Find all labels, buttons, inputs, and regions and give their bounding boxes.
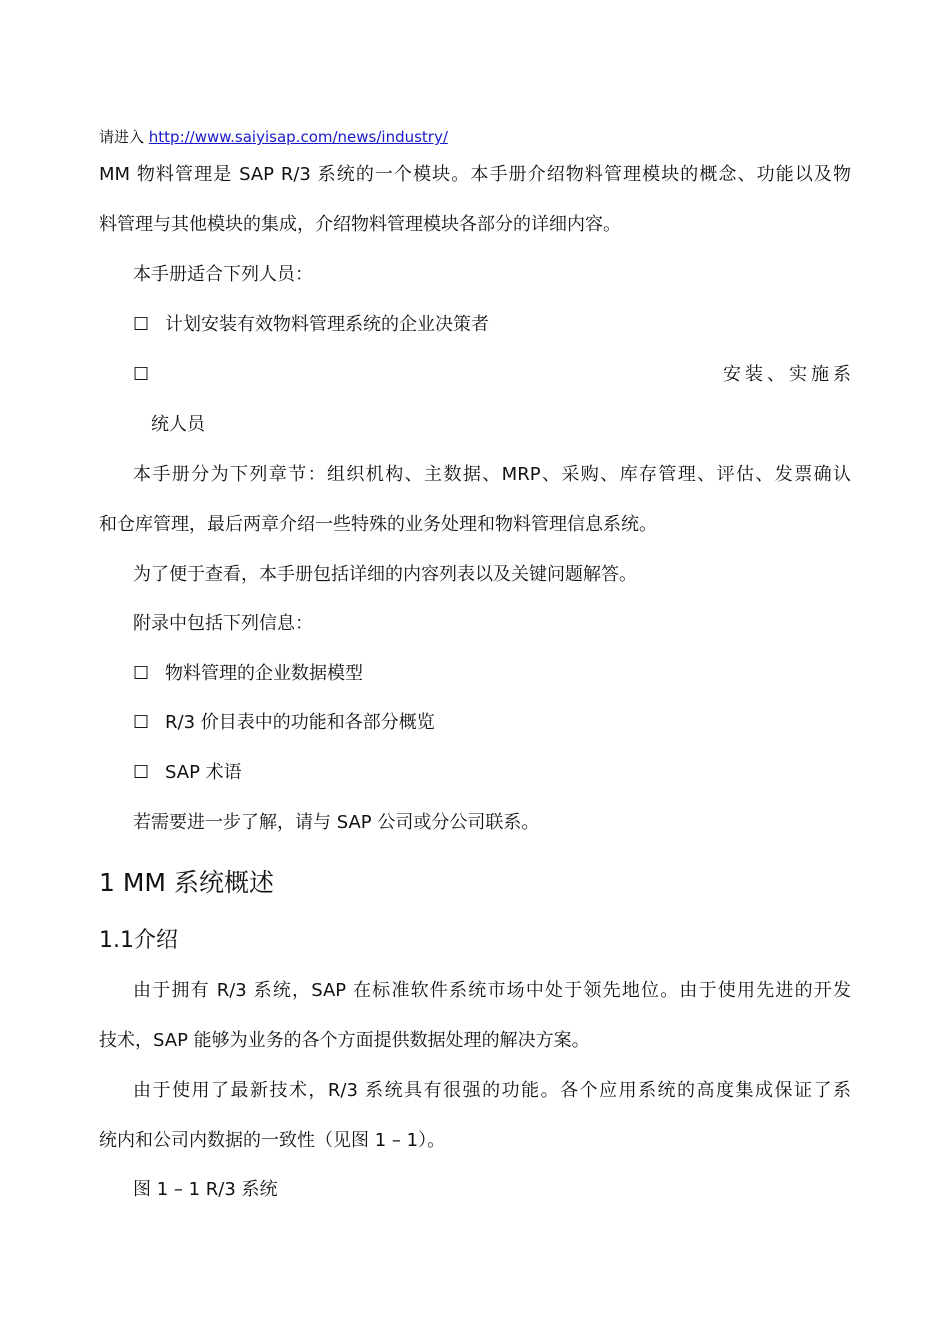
audience-intro: 本手册适合下列人员： (133, 264, 313, 285)
paragraph-line: 若需要进一步了解，请与 SAP 公司或分公司联系。 (133, 812, 540, 833)
checkbox-bullet-icon: ☐ (133, 663, 150, 684)
paragraph-line: 由于使用了最新技术，R/3 系统具有很强的功能。各个应用系统的高度集成保证了系 (133, 1080, 851, 1101)
audience-item-label: 计划安装有效物料管理系统的企业决策者 (165, 314, 489, 335)
paragraph-line: 统内和公司内数据的一致性（见图 1 – 1）。 (99, 1130, 446, 1151)
intro-link-line (99, 124, 851, 150)
audience-list-item (133, 312, 851, 338)
section-heading-1: 1 MM 系统概述 (99, 868, 274, 897)
audience-list-item (133, 362, 855, 388)
figure-caption: 图 1 – 1 R/3 系统 (133, 1179, 278, 1200)
industry-news-link[interactable]: http://www.saiyisap.com/news/industry/ (148, 128, 448, 146)
intro-link-prefix: 请进入 (99, 128, 149, 146)
section-heading-1-1: 1.1介绍 (99, 928, 178, 953)
appendix-intro: 附录中包括下列信息： (133, 613, 313, 634)
paragraph-line: 和仓库管理，最后两章介绍一些特殊的业务处理和物料管理信息系统。 (99, 514, 657, 535)
appendix-list-item (133, 760, 851, 786)
audience-item-label: 安装、实施系 (723, 364, 855, 385)
paragraph-line: 本手册分为下列章节：组织机构、主数据、MRP、采购、库存管理、评估、发票确认 (133, 464, 851, 485)
paragraph-line: 为了便于查看，本手册包括详细的内容列表以及关键问题解答。 (133, 564, 637, 585)
appendix-item-label: SAP 术语 (165, 762, 242, 783)
checkbox-bullet-icon: ☐ (133, 314, 150, 335)
checkbox-bullet-icon: ☐ (133, 762, 150, 783)
audience-item-continuation: 统人员 (151, 414, 205, 435)
paragraph-line: MM 物料管理是 SAP R/3 系统的一个模块。本手册介绍物料管理模块的概念、功能以及物 (99, 164, 851, 185)
paragraph-line: 由于拥有 R/3 系统，SAP 在标准软件系统市场中处于领先地位。由于使用先进的开发 (133, 980, 851, 1001)
checkbox-bullet-icon: ☐ (133, 712, 150, 733)
paragraph-line: 料管理与其他模块的集成，介绍物料管理模块各部分的详细内容。 (99, 214, 621, 235)
paragraph-line: 技术，SAP 能够为业务的各个方面提供数据处理的解决方案。 (99, 1030, 590, 1051)
appendix-list-item (133, 710, 851, 736)
checkbox-bullet-icon: ☐ (133, 364, 150, 385)
appendix-item-label: 物料管理的企业数据模型 (165, 663, 363, 684)
appendix-item-label: R/3 价目表中的功能和各部分概览 (165, 712, 435, 733)
appendix-list-item (133, 661, 851, 687)
